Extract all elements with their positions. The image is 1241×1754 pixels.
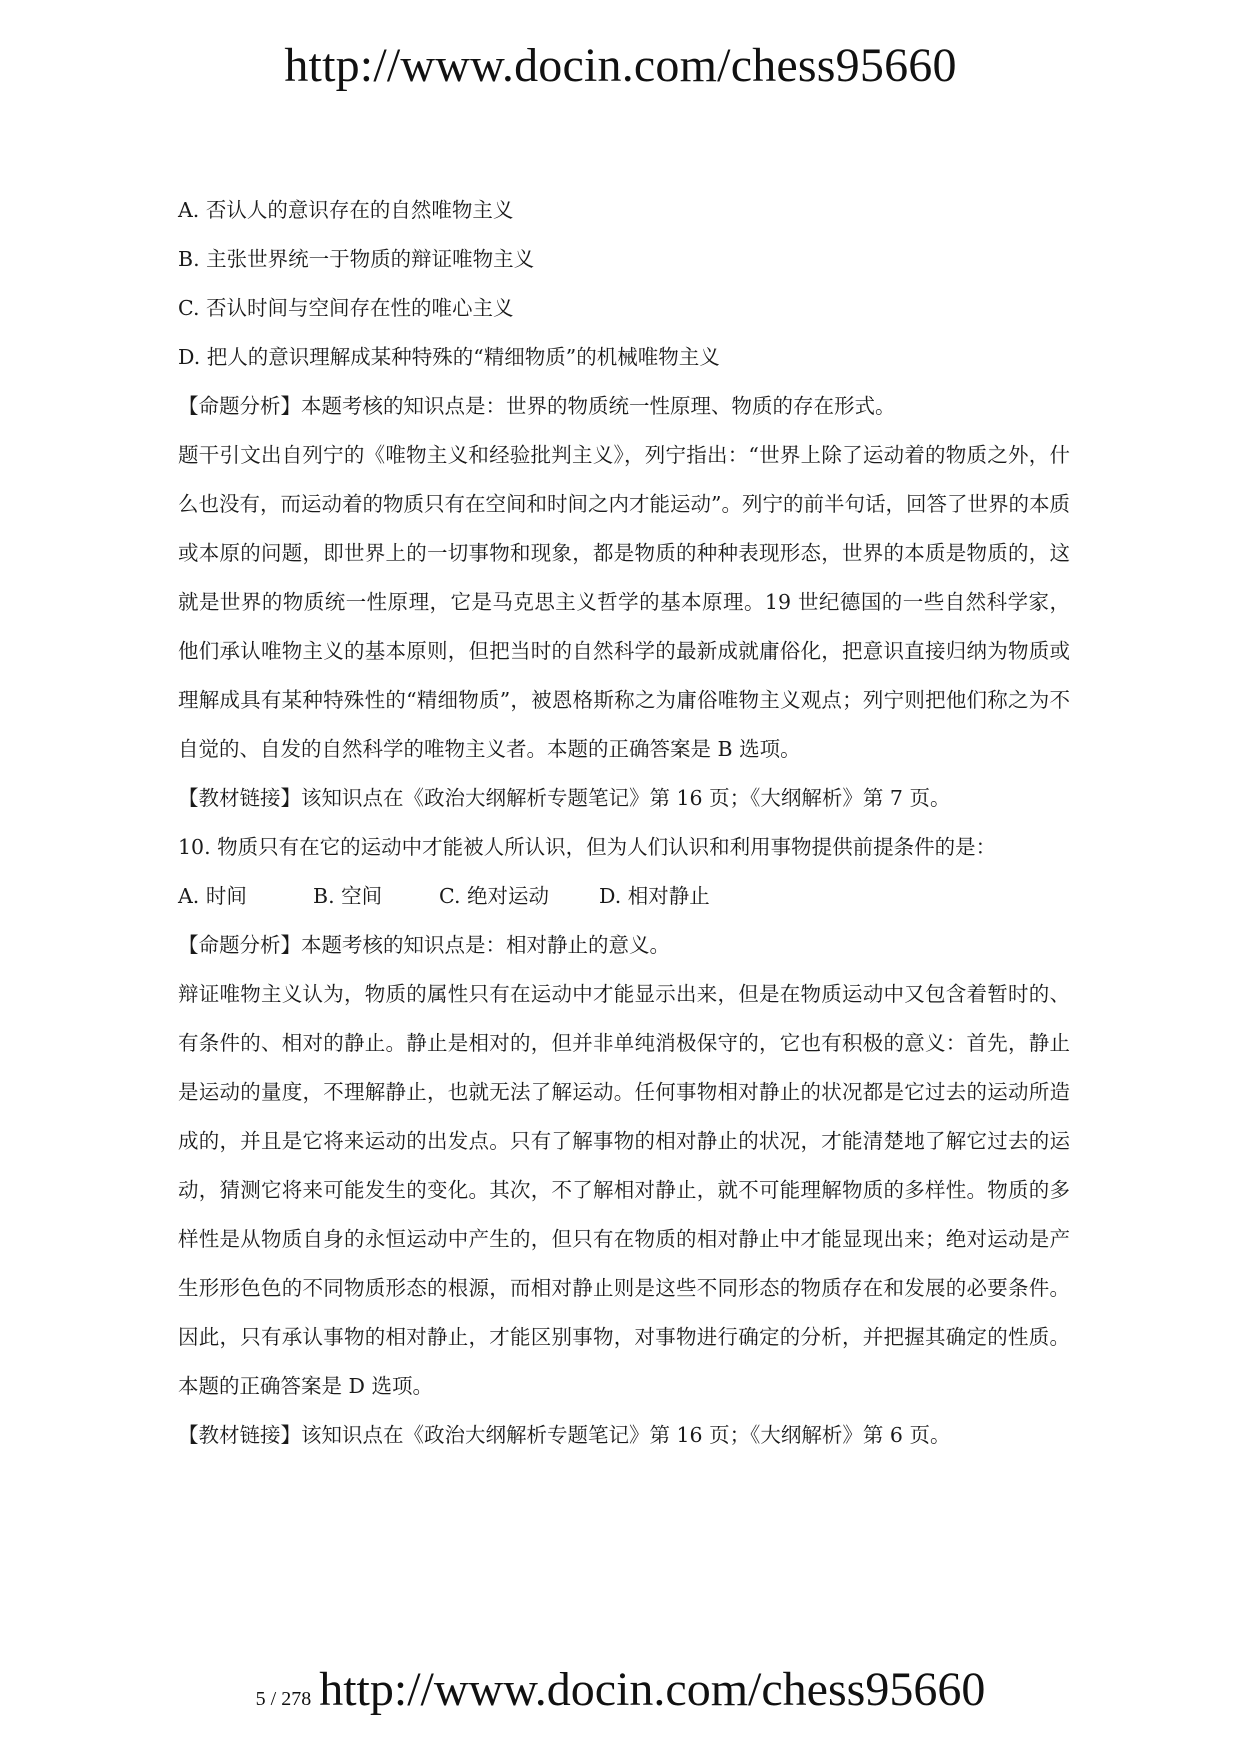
q9-option-d: D. 把人的意识理解成某种特殊的“精细物质”的机械唯物主义 bbox=[178, 345, 720, 369]
header-watermark-url: http://www.docin.com/chess95660 bbox=[284, 39, 957, 92]
q9-option-c: C. 否认时间与空间存在性的唯心主义 bbox=[178, 296, 514, 320]
q9-analysis-text: 本题考核的知识点是：世界的物质统一性原理、物质的存在形式。 bbox=[301, 394, 896, 418]
q10-option-a: A. 时间 bbox=[178, 884, 247, 908]
q9-link-label: 【教材链接】 bbox=[178, 786, 301, 810]
q9-option-b: B. 主张世界统一于物质的辩证唯物主义 bbox=[178, 247, 535, 271]
q10-option-b: B. 空间 bbox=[313, 884, 383, 908]
q10-link-label: 【教材链接】 bbox=[178, 1423, 301, 1447]
q10-option-d: D. 相对静止 bbox=[599, 884, 710, 908]
q10-analysis-text: 本题考核的知识点是：相对静止的意义。 bbox=[301, 933, 670, 957]
q10-analysis bbox=[178, 921, 1070, 970]
q10-question: 10. 物质只有在它的运动中才能被人所认识，但为人们认识和利用事物提供前提条件的是： bbox=[178, 835, 997, 859]
page-footer bbox=[0, 1662, 1241, 1717]
q9-explanation: 题干引文出自列宁的《唯物主义和经验批判主义》，列宁指出：“世界上除了运动着的物质之外，什么也没有，而运动着的物质只有在空间和时间之内才能运动”。列宁的前半句话，回答了世界的本质或本原的问题，即世界上的一切事物和现象，都是物质的种种表现形态，世界的本质是物质的，这就是世界的物质统一性原理，它是马克思主义哲学的基本原理。19 世纪德国的一些自然科学家，他们承认唯物主义的基本原则，但把当时的自然科学的最新成就庸俗化，把意识直接归纳为物质或理解成具有某种特殊性的“精细物质”，被恩格斯称之为庸俗唯物主义观点；列宁则把他们称之为不自觉的、自发的自然科学的唯物主义者。本题的正确答案是 B 选项。 bbox=[178, 443, 1070, 761]
page-number: 5 / 278 bbox=[255, 1688, 312, 1710]
q10-option-c: C. 绝对运动 bbox=[439, 884, 549, 908]
footer-watermark-url: http://www.docin.com/chess95660 bbox=[319, 1663, 986, 1716]
document-body bbox=[178, 186, 1070, 1460]
q9-textbook-link bbox=[178, 774, 1070, 823]
q10-analysis-label: 【命题分析】 bbox=[178, 933, 301, 957]
q10-explanation: 辩证唯物主义认为，物质的属性只有在运动中才能显示出来，但是在物质运动中又包含着暂时的、有条件的、相对的静止。静止是相对的，但并非单纯消极保守的，它也有积极的意义：首先，静止是运动的量度，不理解静止，也就无法了解运动。任何事物相对静止的状况都是它过去的运动所造成的，并且是它将来运动的出发点。只有了解事物的相对静止的状况，才能清楚地了解它过去的运动，猜测它将来可能发生的变化。其次，不了解相对静止，就不可能理解物质的多样性。物质的多样性是从物质自身的永恒运动中产生的，但只有在物质的相对静止中才能显现出来；绝对运动是产生形形色色的不同物质形态的根源，而相对静止则是这些不同形态的物质存在和发展的必要条件。因此，只有承认事物的相对静止，才能区别事物，对事物进行确定的分析，并把握其确定的性质。本题的正确答案是 D 选项。 bbox=[178, 982, 1070, 1398]
q9-link-text: 该知识点在《政治大纲解析专题笔记》第 16 页；《大纲解析》第 7 页。 bbox=[301, 786, 951, 810]
q10-textbook-link bbox=[178, 1411, 1070, 1460]
q10-options bbox=[178, 872, 1070, 921]
q10-link-text: 该知识点在《政治大纲解析专题笔记》第 16 页；《大纲解析》第 6 页。 bbox=[301, 1423, 951, 1447]
q9-analysis-label: 【命题分析】 bbox=[178, 394, 301, 418]
q9-analysis bbox=[178, 382, 1070, 431]
q9-option-a: A. 否认人的意识存在的自然唯物主义 bbox=[178, 198, 514, 222]
